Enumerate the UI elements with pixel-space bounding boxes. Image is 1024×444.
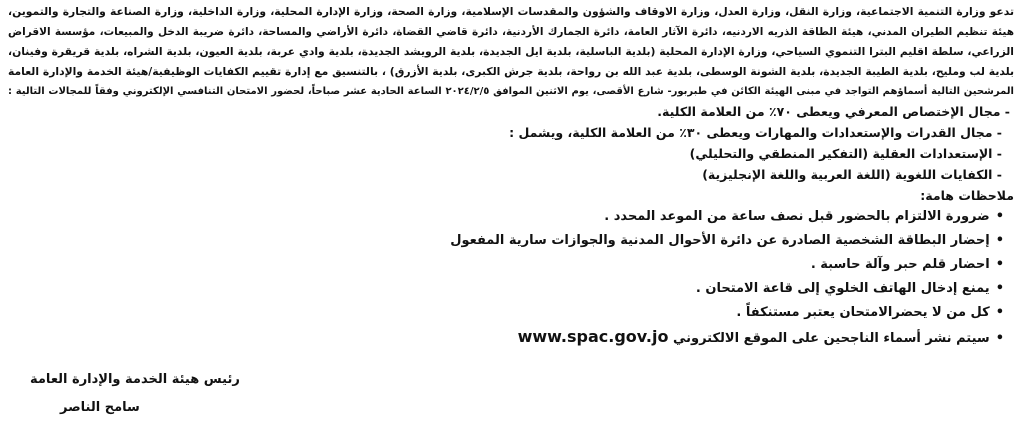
note-text: يمنع إدخال الهاتف الخلوي إلى قاعة الامتحان . xyxy=(695,281,990,296)
intro-line-5: المرشحين التالية أسماؤهم التواجد في مبنى الهيئة الكائن في طبربور- شارع الأقصى، يوم الاثنين الموافق ٢٠٢٤/٢/٥ الساعة الحادية عشر صباحاً، لحضور الامتحان التنافسي الإلكتروني وفقاً للمجالات التالية : xyxy=(8,86,1014,97)
note-item-website xyxy=(518,328,1004,348)
note-text: احضار قلم حبر وآلة حاسبة . xyxy=(810,257,990,272)
intro-line-2: هيئة تنظيم الطيران المدني، هيئة الطاقة الذريه الاردنيه، دائرة الآثار العامة، دائرة الجمارك الأردنية، دائرة قاضي القضاة، دائرة الأراضي والمساحة، دائرة ضريبة الدخل والمبيعات، مؤسسة الاقراض xyxy=(8,26,1014,38)
note-text: ضرورة الالتزام بالحضور قبل نصف ساعة من الموعد المحدد . xyxy=(604,209,990,224)
note-item xyxy=(696,280,1004,298)
note-item xyxy=(736,304,1004,322)
bullet-icon: • xyxy=(995,281,1004,296)
intro-line-3: الزراعي، سلطة اقليم البترا التنموي السياحي، وزارة الإدارة المحلية (بلدية الباسلية، بلدية ايل الجديدة، بلدية الرويشد الجديدة، بلدية وادي عربة، بلدية العيون، بلدية الشراه، بلدية قريقرة وفينان، xyxy=(8,45,1014,58)
note-item xyxy=(604,208,1004,226)
signature-title: رئيس هيئة الخدمة والإدارة العامة xyxy=(30,372,240,387)
field-abilities: - مجال القدرات والإستعدادات والمهارات ويعطى ٣٠٪ من العلامة الكلية، ويشمل : xyxy=(509,125,1002,140)
notes-heading: ملاحظات هامة: xyxy=(920,188,1014,203)
bullet-icon: • xyxy=(995,331,1004,346)
field-abilities-language: - الكفايات اللغوية (اللغة العربية واللغة الإنجليزية) xyxy=(702,167,1002,182)
field-abilities-mental: - الإستعدادات العقلية (التفكير المنطقي والتحليلي) xyxy=(689,146,1002,161)
intro-line-1: تدعو وزارة التنمية الاجتماعية، وزارة النقل، وزارة العدل، وزارة الاوقاف والشؤون والمقدسات الإسلامية، وزارة الصحة، وزارة الإدارة المحلية، وزارة الداخلية، وزارة الصناعة والتجارة والتموين، xyxy=(8,5,1014,18)
signature-name: سامح الناصر xyxy=(60,400,140,415)
bullet-icon: • xyxy=(995,257,1004,272)
bullet-icon: • xyxy=(995,305,1004,320)
field-specialization: - مجال الإختصاص المعرفي ويعطى ٧٠٪ من العلامة الكلية. xyxy=(657,104,1010,119)
website-link[interactable]: www.spac.gov.jo xyxy=(517,327,669,346)
note-text: كل من لا يحضرالامتحان يعتبر مستنكفاً . xyxy=(736,305,990,320)
bullet-icon: • xyxy=(995,209,1004,224)
note-item xyxy=(450,232,1004,250)
intro-line-4: بلدية لب ومليح، بلدية الطيبة الجديدة، بلدية الشونة الوسطى، بلدية عبد الله بن رواحة، بلدية جرش الكبرى، بلدية الأزرق) ، بالتنسيق مع إدارة تقييم الكفايات الوظيفية/هيئة الخدمة والإدارة العامة xyxy=(8,65,1014,78)
bullet-icon: • xyxy=(995,233,1004,248)
note-text: إحضار البطاقة الشخصية الصادرة عن دائرة الأحوال المدنية والجوازات سارية المفعول xyxy=(450,233,990,248)
note-item xyxy=(811,256,1004,274)
note-text: سيتم نشر أسماء الناجحين على الموقع الالكتروني xyxy=(672,331,990,346)
